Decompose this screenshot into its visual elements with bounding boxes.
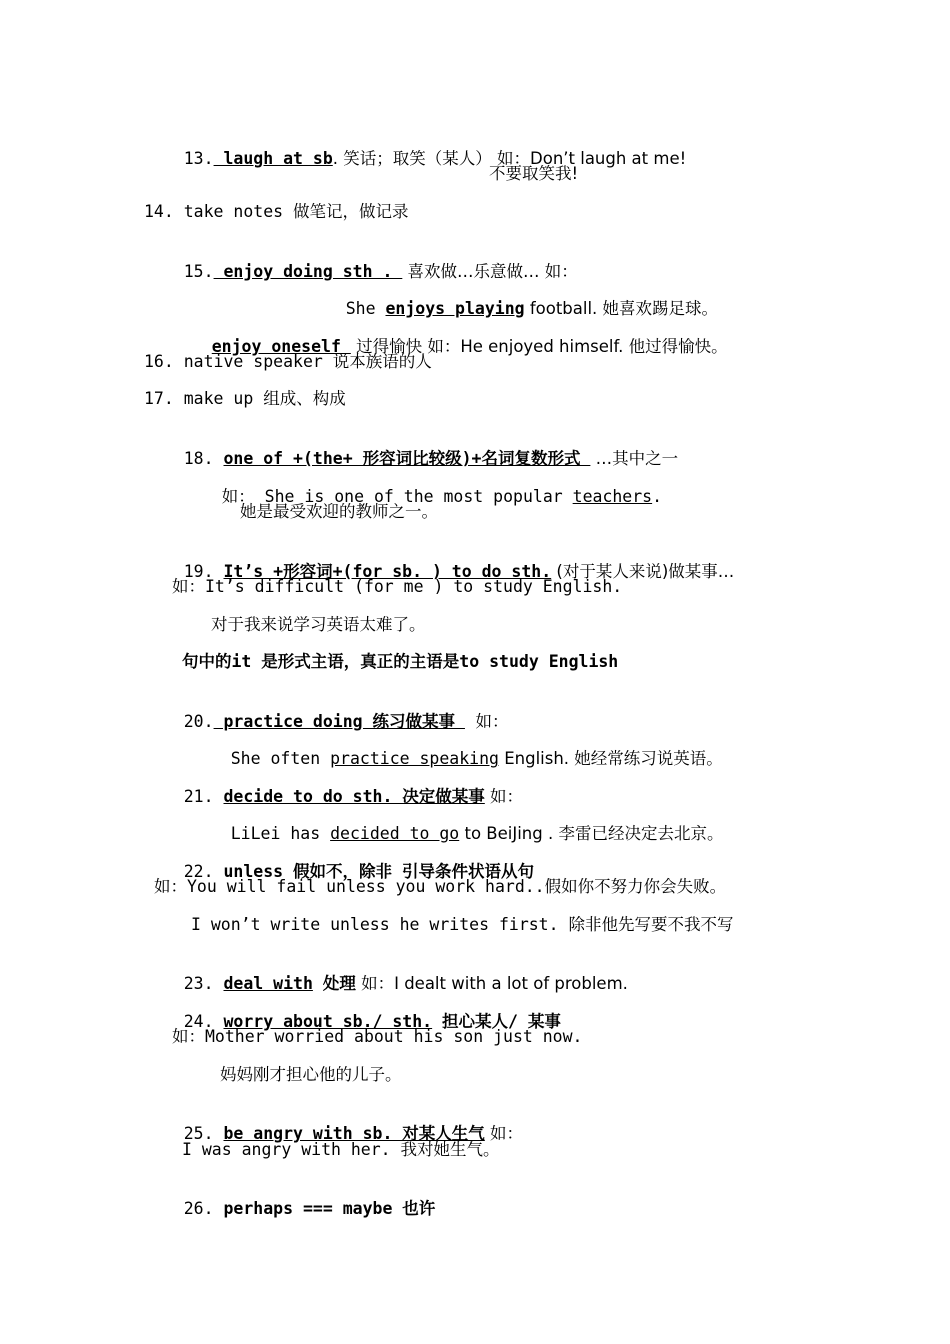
phrase: practice doing 练习做某事 — [213, 712, 465, 731]
item-number: 24. — [183, 1012, 224, 1031]
example-text: to BeiJing . 李雷已经决定去北京。 — [459, 824, 724, 843]
phrase: enjoy doing sth . — [213, 262, 403, 281]
item-25-example: I was angry with her. 我对她生气。 — [182, 1140, 500, 1159]
explanation: 过得愉快 如：He enjoyed himself. 他过得愉快。 — [350, 337, 728, 356]
item-number: 25. — [183, 1124, 224, 1143]
example-text: She — [345, 299, 386, 318]
item-13 — [144, 126, 686, 192]
example-text: English. 她经常练习说英语。 — [498, 749, 723, 768]
item-13-translation: 不要取笑我! — [489, 164, 579, 183]
example-text: LiLei has — [230, 824, 331, 843]
example-text: . — [652, 487, 663, 506]
item-22-example-1: 如：You will fail unless you work hard..假如你不努力你会失败。 — [154, 877, 727, 896]
phrase: one of +(the+ 形容词比较级)+名词复数形式 — [223, 449, 591, 468]
explanation: 喜欢做…乐意做… 如： — [402, 262, 578, 281]
item-19-note: 句中的it 是形式主语，真正的主语是to study English — [182, 652, 619, 671]
highlighted-word: teachers — [572, 487, 653, 506]
phrase: be angry with sb. 对某人生气 — [223, 1124, 485, 1143]
explanation: 如： — [484, 1124, 524, 1143]
item-number: 26. — [183, 1199, 224, 1218]
item-number: 15. — [183, 262, 214, 281]
highlighted-phrase: decided to go — [330, 824, 460, 843]
example-text: football. 她喜欢踢足球。 — [524, 299, 719, 318]
item-number: 19. — [183, 562, 224, 581]
item-18-translation: 她是最受欢迎的教师之一。 — [240, 502, 438, 521]
item-17: 17. make up 组成、构成 — [144, 389, 346, 408]
explanation: 如：I dealt with a lot of problem. — [355, 974, 628, 993]
item-number: 21. — [183, 787, 224, 806]
item-24-example: 如：Mother worried about his son just now. — [172, 1027, 583, 1046]
phrase: enjoy oneself — [211, 337, 351, 356]
explanation: (对于某人来说)做某事… — [551, 562, 735, 581]
item-16: 16. native speaker 说本族语的人 — [144, 352, 432, 371]
meaning: 担心某人/ 某事 — [432, 1012, 561, 1031]
item-number: 13. — [183, 149, 214, 168]
phrase: deal with — [223, 974, 313, 993]
item-number: 20. — [183, 712, 214, 731]
item-14: 14. take notes 做笔记，做记录 — [144, 202, 409, 221]
explanation: …其中之一 — [590, 449, 679, 468]
phrase: laugh at sb — [213, 149, 333, 168]
item-number: 18. — [183, 449, 224, 468]
explanation: 如： — [464, 712, 509, 731]
example-text: She often — [230, 749, 331, 768]
phrase: decide to do sth. 决定做某事 — [223, 787, 485, 806]
example-text: 如： She is one of the most popular — [221, 487, 573, 506]
phrase: perhaps === maybe 也许 — [223, 1199, 436, 1218]
phrase: It’s +形容词+(for sb. ) to do sth. — [223, 562, 552, 581]
item-number: 23. — [183, 974, 224, 993]
explanation: . 笑话；取笑（某人） 如：Don’t laugh at me! — [332, 149, 687, 168]
item-22-example-2: I won’t write unless he writes first. 除非他先写要不我不写 — [191, 915, 734, 934]
item-19-translation: 对于我来说学习英语太难了。 — [211, 615, 426, 634]
highlighted-phrase: enjoys playing — [385, 299, 525, 318]
highlighted-phrase: practice speaking — [330, 749, 499, 768]
item-26 — [144, 1176, 435, 1242]
item-number: 22. — [183, 862, 224, 881]
explanation: 如： — [484, 787, 524, 806]
phrase: unless 假如不，除非 引导条件状语从句 — [223, 862, 534, 881]
meaning: 处理 — [312, 974, 356, 993]
item-24-translation: 妈妈刚才担心他的儿子。 — [220, 1065, 402, 1084]
phrase: worry about sb./ sth. — [223, 1012, 433, 1031]
item-19-example: 如：It’s difficult (for me ) to study English. — [172, 577, 623, 596]
